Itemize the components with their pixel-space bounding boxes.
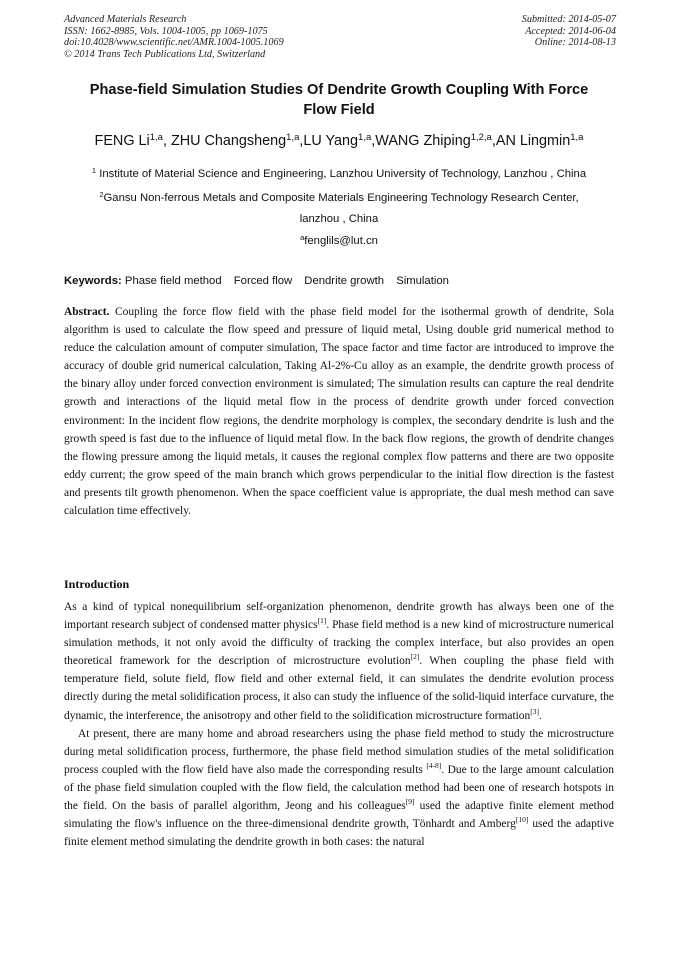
copyright-line: © 2014 Trans Tech Publications Ltd, Switzerland: [64, 48, 266, 60]
abstract-label: Abstract.: [64, 306, 110, 318]
author-separator: ,: [162, 133, 167, 149]
paragraph-text: . Due to the large amount calculation of the phase field simulation coupled with the flow field, the calculation method had been one of research hotspots in the field. On the basis of parallel algorithm, Jeong and his colleagues: [64, 763, 614, 813]
author-separator: ,: [299, 133, 304, 149]
submitted-date: Submitted: 2014-05-07: [521, 14, 616, 25]
affiliation-1: [60, 164, 618, 185]
email-sup: a: [300, 233, 305, 242]
author-separator: ,: [371, 133, 376, 149]
affiliation-2: [60, 188, 618, 230]
paragraph-text: At present, there are many home and abroad researchers using the phase field method to study the microstructure during metal solidification process, furthermore, the phase field method simulation studies of the metal solidification process coupled with the flow field have also made the corresponding results: [64, 727, 614, 776]
abstract-text: Coupling the force flow field with the phase field model for the isothermal growth of dendrite, Sola algorithm is used to calculate the flow speed and pressure of liquid metal, Using double grid numerical method to reduce the calculation amount of computer simulation, The space factor and time factor are introduced to improve the accuracy of double grid numerical calculation, Taking Al-2%-Cu alloy as an example, the dendrite growth process of the binary alloy under forced convection environment is simulated; The simulation results can capture the real dendrite growth and interactions of the liquid metal flow in the process of dendrite growth under forced convection environment: In the incident flow regions, the dendrite morphology is complex, the secondary dendrite is lush and the growth speed is fast due to the influence of liquid metal flow. In the back flow regions, the growth of dendrite changes the flowing pressure among the liquid metals, it causes the regional complex flow patterns and there are two opposite eddy current; the grow speed of the main branch which grows perpendicular to the initial flow direction is the fastest and presents tilt growth phenomenon. When the space coefficient value is appropriate, the dual mesh method can save calculation time effectively.: [64, 306, 614, 518]
email-address[interactable]: fenglils@lut.cn: [304, 235, 378, 247]
paragraph-text: used the adaptive finite element method simulating the flow's influence on the three-dimensional dendrite growth, Tönhardt and Amberg: [64, 800, 614, 831]
accepted-date: Accepted: 2014-06-04: [525, 25, 616, 37]
author-affiliation-sup: 1,a: [286, 132, 300, 143]
paragraph-text: .: [539, 709, 542, 722]
keyword: Dendrite growth: [304, 275, 385, 287]
affiliation-1-sup: 1: [91, 166, 97, 175]
author-name: WANG Zhiping: [375, 133, 471, 149]
title-line-2: Flow Field: [303, 102, 375, 118]
author-name: FENG Li: [94, 133, 150, 149]
citation[interactable]: [9]: [405, 797, 415, 807]
title-line-1: Phase-field Simulation Studies Of Dendrite Growth Coupling With Force: [89, 82, 589, 98]
publication-dates: [522, 14, 616, 49]
paragraph-text: . Phase field method is a new kind of microstructure numerical simulation methods, it not only avoid the difficulty of tracking the complex interface, but also provides an open theoretical framework for the description of microstructure evolution: [64, 619, 614, 668]
author-affiliation-sup: 1,a: [149, 132, 163, 143]
keyword: Phase field method: [124, 275, 222, 287]
citation[interactable]: [4-8]: [426, 760, 442, 770]
affiliation-1-text: Institute of Material Science and Engineering, Lanzhou University of Technology, Lanzhou , China: [96, 168, 587, 180]
affiliation-2-line-2: lanzhou , China: [299, 213, 379, 225]
online-date: Online: 2014-08-13: [534, 37, 616, 49]
intro-paragraph-1: [64, 598, 614, 725]
author-affiliation-sup: 1,a: [570, 132, 584, 143]
abstract-section: [64, 303, 614, 520]
introduction-section: [64, 598, 614, 851]
citation[interactable]: [3]: [530, 706, 539, 716]
author-affiliation-sup: 1,a: [358, 132, 372, 143]
journal-name: Advanced Materials Research: [64, 14, 187, 25]
paper-title: [60, 80, 618, 120]
abstract-paragraph: [64, 303, 614, 520]
citation[interactable]: [2]: [410, 652, 420, 662]
keywords-line: [64, 272, 458, 290]
doi-line[interactable]: doi:10.4028/www.scientific.net/AMR.1004-1005.1069: [64, 37, 284, 49]
citation[interactable]: [1]: [317, 616, 327, 626]
keyword: Forced flow: [233, 275, 293, 287]
author-email: [60, 231, 618, 252]
keyword: Simulation: [396, 275, 449, 287]
introduction-heading: Introduction: [64, 577, 130, 591]
keywords-label: Keywords:: [64, 275, 122, 287]
author-name: LU Yang: [303, 133, 359, 149]
author-list: [40, 131, 638, 151]
paragraph-text: used the adaptive finite element method simulating the dendrite growth in both cases: the natural: [64, 818, 614, 849]
paragraph-text: . When coupling the phase field with temperature field, solute field, flow field and other external field, it can simulates the dendrite evolution process directly during the metal solidification process, it also can study the influence of the solid-liquid interface curvature, the dynamic, the interference, the anisotropy and other field to the solidification microstructure formation: [64, 655, 615, 722]
issn-line: ISSN: 1662-8985, Vols. 1004-1005, pp 1069-1075: [64, 25, 268, 37]
author-name: ZHU Changsheng: [166, 133, 287, 149]
author-affiliation-sup: 1,2,a: [470, 132, 492, 143]
paragraph-text: As a kind of typical nonequilibrium self-organization phenomenon, dendrite growth has always been one of the important research subject of condensed matter physics: [64, 601, 614, 632]
publication-header: [64, 14, 284, 60]
affiliation-2-line-1: Gansu Non-ferrous Metals and Composite Materials Engineering Technology Research Center,: [103, 192, 579, 204]
author-separator: ,: [491, 133, 496, 149]
citation[interactable]: [10]: [515, 815, 529, 825]
affiliation-2-sup: 2: [99, 190, 104, 199]
author-name: AN Lingmin: [495, 133, 571, 149]
intro-paragraph-2: [64, 725, 614, 852]
